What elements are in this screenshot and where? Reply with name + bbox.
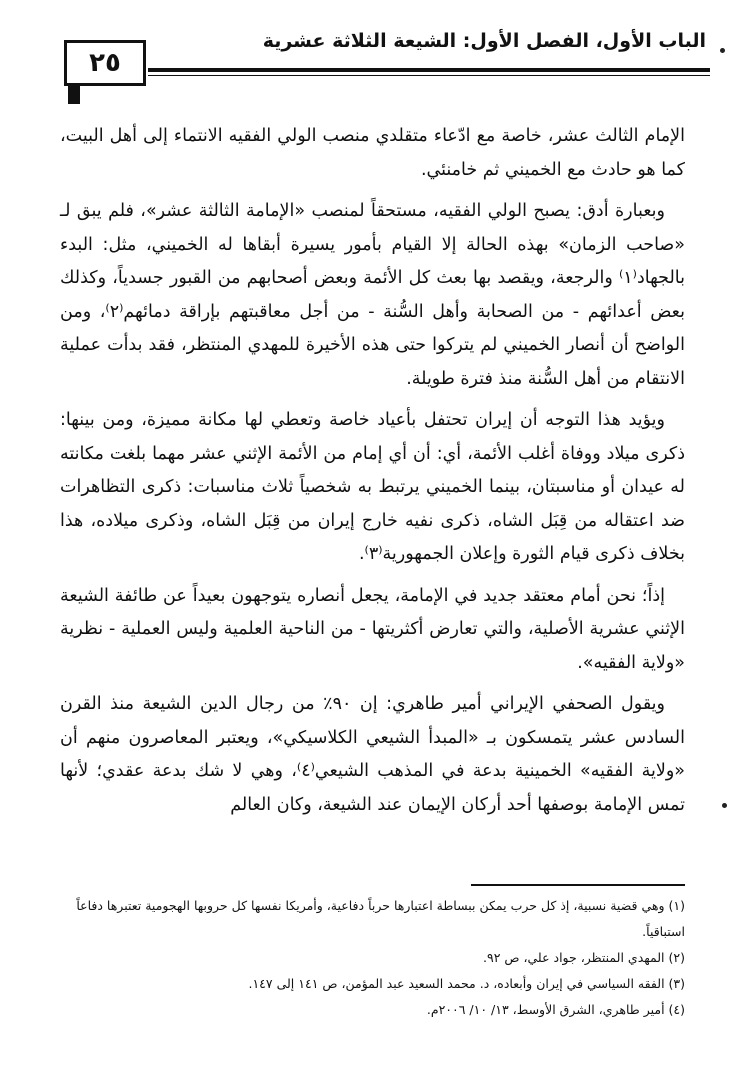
footnotes (54, 893, 685, 1023)
header-rule (148, 68, 710, 72)
page-number: ٢٥ (89, 48, 121, 78)
margin-dot-bottom (722, 803, 727, 808)
footnote: (٤) أمير طاهري، الشرق الأوسط، ١٣/ ١٠/ ٢٠٠٦م. (426, 1002, 685, 1017)
chapter-title: الباب الأول، الفصل الأول: الشيعة الثلاثة عشرية (262, 30, 706, 52)
paragraph: ويقول الصحفي الإيراني أمير طاهري: إن ٩٠٪ من رجال الدين الشيعة منذ القرن السادس عشر يتمسكون بـ «المبدأ الشيعي الكلاسيكي»، ويعتبر المعاصرون منهم أن «ولاية الفقيه» الخمينية بدعة في المذهب الشيعي⁽٤⁾، وهي لا شك بدعة عقدي؛ لأنها تمس الإمامة بوصفها أحد أركان الإيمان عند الشيعة، وكان العالم (60, 694, 685, 815)
paragraph: ويؤيد هذا التوجه أن إيران تحتفل بأعياد خاصة وتعطي لها مكانة مميزة، ومن بينها: ذكرى ميلاد ووفاة أغلب الأئمة، أي: أن أي إمام من الأئمة الإثني عشر مهما بلغت مكانته له عيدان أو مناسبتان، بينما الخميني يرتبط به شخصياً ثلاث مناسبات: ذكرى التظاهرات ضد اعتقاله من قِبَل الشاه، ذكرى نفيه خارج إيران من قِبَل الشاه، وذكرى ميلاده، هذا بخلاف ذكرى قيام الثورة وإعلان الجمهورية⁽٣⁾. (60, 410, 685, 564)
footnote: (٢) المهدي المنتظر، جواد علي، ص ٩٢. (483, 950, 685, 965)
page-number-box (64, 40, 146, 86)
margin-dot-top (720, 48, 725, 53)
paragraph: الإمام الثالث عشر، خاصة مع ادّعاء متقلدي منصب الولي الفقيه الانتماء إلى أهل البيت، كما هو حادث مع الخميني ثم خامنئي. (60, 126, 685, 180)
running-header (44, 18, 710, 88)
paragraph: إذاً؛ نحن أمام معتقد جديد في الإمامة، يجعل أنصاره يتوجهون بعيداً عن طائفة الشيعة الإثني عشرية الأصلية، والتي تعارض أكثريتها - من الناحية العلمية وليس العملية - نظرية «ولاية الفقيه». (60, 585, 685, 673)
paragraph: وبعبارة أدق: يصبح الولي الفقيه، مستحقاً لمنصب «الإمامة الثالثة عشر»، فلم يبق لـ «صاحب الزمان» بهذه الحالة إلا القيام بأمور يسيرة أبقاها له الخميني، مثل: البدء بالجهاد⁽١⁾ والرجعة، ويقصد بها بعث كل الأئمة وبعض أصحابهم من القبور جسدياً، وكذلك بعض أعدائهم - من الصحابة وأهل السُّنة - من أجل معاقبتهم بإراقة دمائهم⁽٢⁾، ومن الواضح أن أنصار الخميني لم يتركوا حتى هذه الأخيرة للمهدي المنتظر، فقد بدأت عملية الانتقام من أهل السُّنة منذ فترة طويلة. (60, 201, 685, 389)
footnote: (١) وهي قضية نسبية، إذ كل حرب يمكن ببساطة اعتبارها حرباً دفاعية، وأمريكا نفسها كل حروبها الهجومية تعتبرها دفاعاً استباقياً. (76, 898, 685, 939)
footnote-rule (471, 884, 685, 886)
footnote: (٣) الفقه السياسي في إيران وأبعاده، د. محمد السعيد عبد المؤمن، ص ١٤١ إلى ١٤٧. (248, 976, 685, 991)
header-rule-thin (148, 75, 710, 76)
body-text (60, 120, 685, 830)
